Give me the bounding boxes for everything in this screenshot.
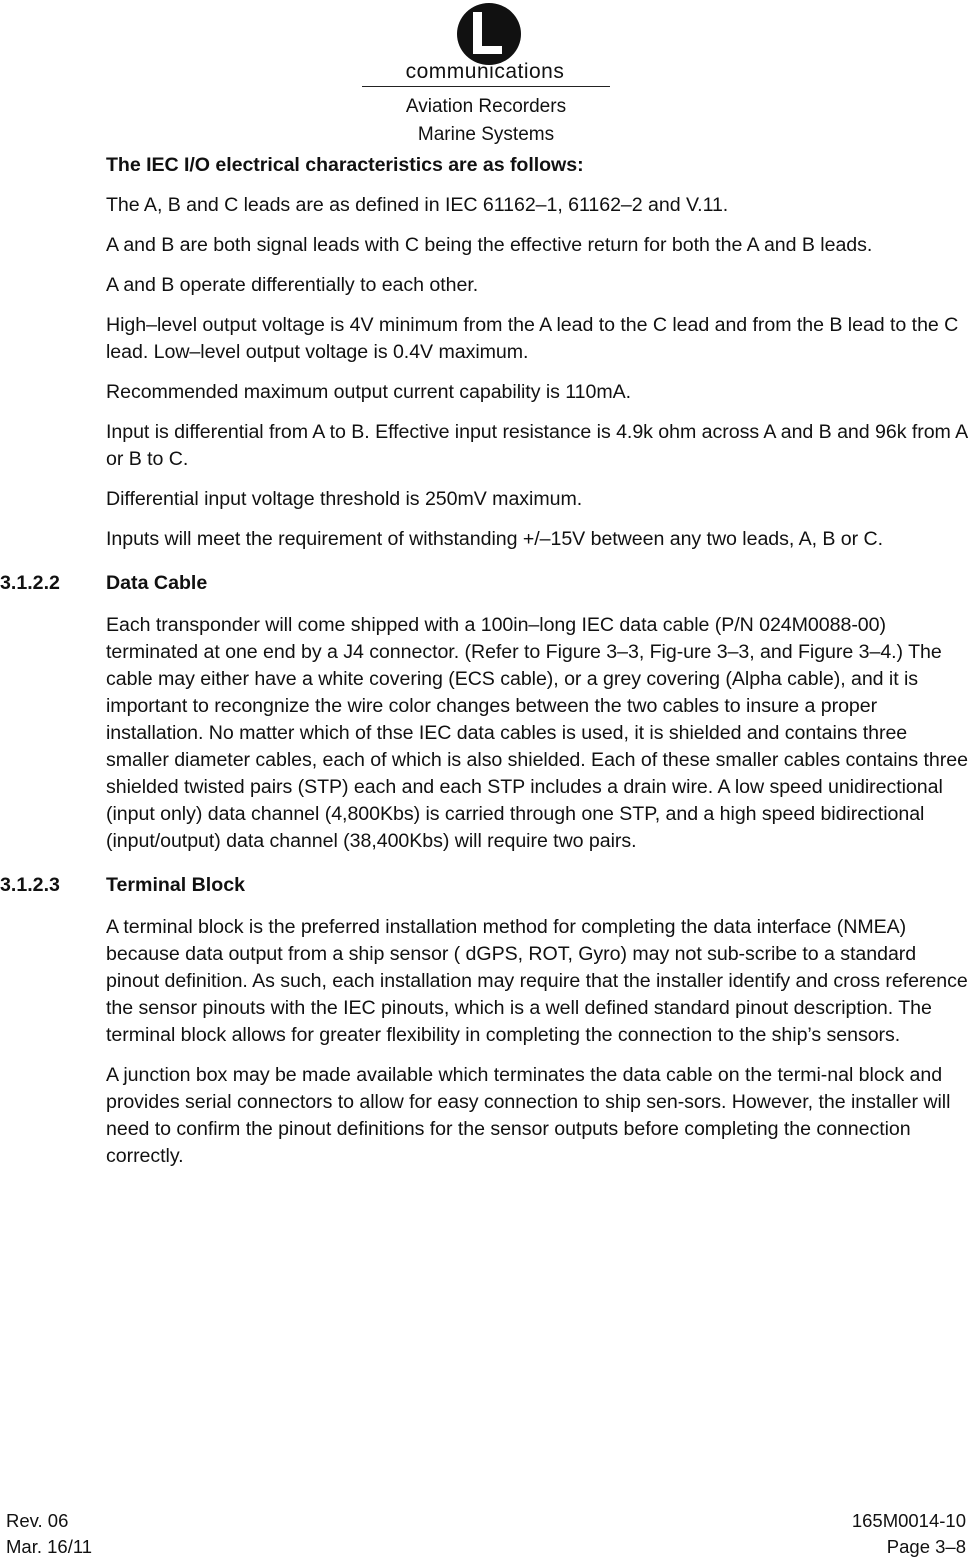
section-heading-data-cable xyxy=(0,570,973,597)
paragraph: A and B operate differentially to each other. xyxy=(106,274,479,296)
page-number: Page 3–8 xyxy=(886,1536,966,1557)
section-title: Terminal Block xyxy=(106,874,246,896)
l3-logo-icon xyxy=(456,2,522,66)
footer-right xyxy=(852,1508,966,1560)
paragraph: Inputs will meet the requirement of withstanding +/–15V between any two leads, A, B or C. xyxy=(106,528,884,550)
paragraph: Differential input voltage threshold is 250mV maximum. xyxy=(106,488,583,510)
header-rule xyxy=(362,86,610,87)
paragraph: A terminal block is the preferred installation method for completing the data interface (NMEA) because data output from a ship sensor ( dGPS, ROT, Gyro) may not sub-scribe to a standard pinout definition. As such, each installation may require that the installer identify and cross reference the sensor pinouts with the IEC pinouts, which is a well defined standard pinout description. The terminal block allows for greater flexibility in completing the connection to the ship’s sensors. xyxy=(106,916,968,1046)
page-footer xyxy=(0,1508,973,1568)
logo-wordmark: communications xyxy=(405,60,565,83)
section-title: Data Cable xyxy=(106,572,208,594)
paragraph: A and B are both signal leads with C being the effective return for both the A and B leads. xyxy=(106,234,873,256)
paragraph: A junction box may be made available which terminates the data cable on the termi-nal block and provides serial connectors to allow for easy connection to ship sen-sors. However, the installer will need to confirm the pinout definitions for the sensor outputs before completing the connection correctly. xyxy=(106,1064,951,1167)
footer-left xyxy=(6,1508,92,1560)
header-subdivision: Marine Systems xyxy=(417,124,555,145)
paragraph: Input is differential from A to B. Effective input resistance is 4.9k ohm across A and B and 96k from A or B to C. xyxy=(106,421,968,470)
revision-label: Rev. 06 xyxy=(6,1510,69,1531)
section-number: 3.1.2.3 xyxy=(0,874,60,896)
paragraph: High–level output voltage is 4V minimum from the A lead to the C lead and from the B lead to the C lead. Low–level output voltage is 0.4V maximum. xyxy=(106,314,959,363)
page-header xyxy=(0,0,973,150)
header-division: Aviation Recorders xyxy=(405,96,567,117)
section-number: 3.1.2.2 xyxy=(0,572,60,594)
revision-date: Mar. 16/11 xyxy=(6,1536,93,1557)
intro-heading: The IEC I/O electrical characteristics are as follows: xyxy=(106,154,584,176)
document-number: 165M0014-10 xyxy=(851,1510,966,1531)
paragraph: Recommended maximum output current capability is 110mA. xyxy=(106,381,632,403)
paragraph: Each transponder will come shipped with a 100in–long IEC data cable (P/N 024M0088-00) terminated at one end by a J4 connector. (Refer to Figure 3–3, Fig-ure 3–3, and Figure 3–4.) The cable may either have a white covering (ECS cable), or a grey covering (Alpha cable), and it is important to recongnize the wire color changes between the two cables to insure a proper installation. No matter which of thse IEC data cables is used, it is shielded and contains three smaller diameter cables, each of which is also shielded. Each of these smaller cables contains three shielded twisted pairs (STP) each and each STP includes a drain wire. A low speed unidirectional (input only) data channel (4,800Kbs) is carried through one STP, and a high speed bidirectional (input/output) data channel (38,400Kbs) will require two pairs. xyxy=(106,614,968,852)
section-heading-terminal-block xyxy=(0,872,973,899)
page-body xyxy=(0,152,973,1183)
paragraph: The A, B and C leads are as defined in IEC 61162–1, 61162–2 and V.11. xyxy=(106,194,729,216)
